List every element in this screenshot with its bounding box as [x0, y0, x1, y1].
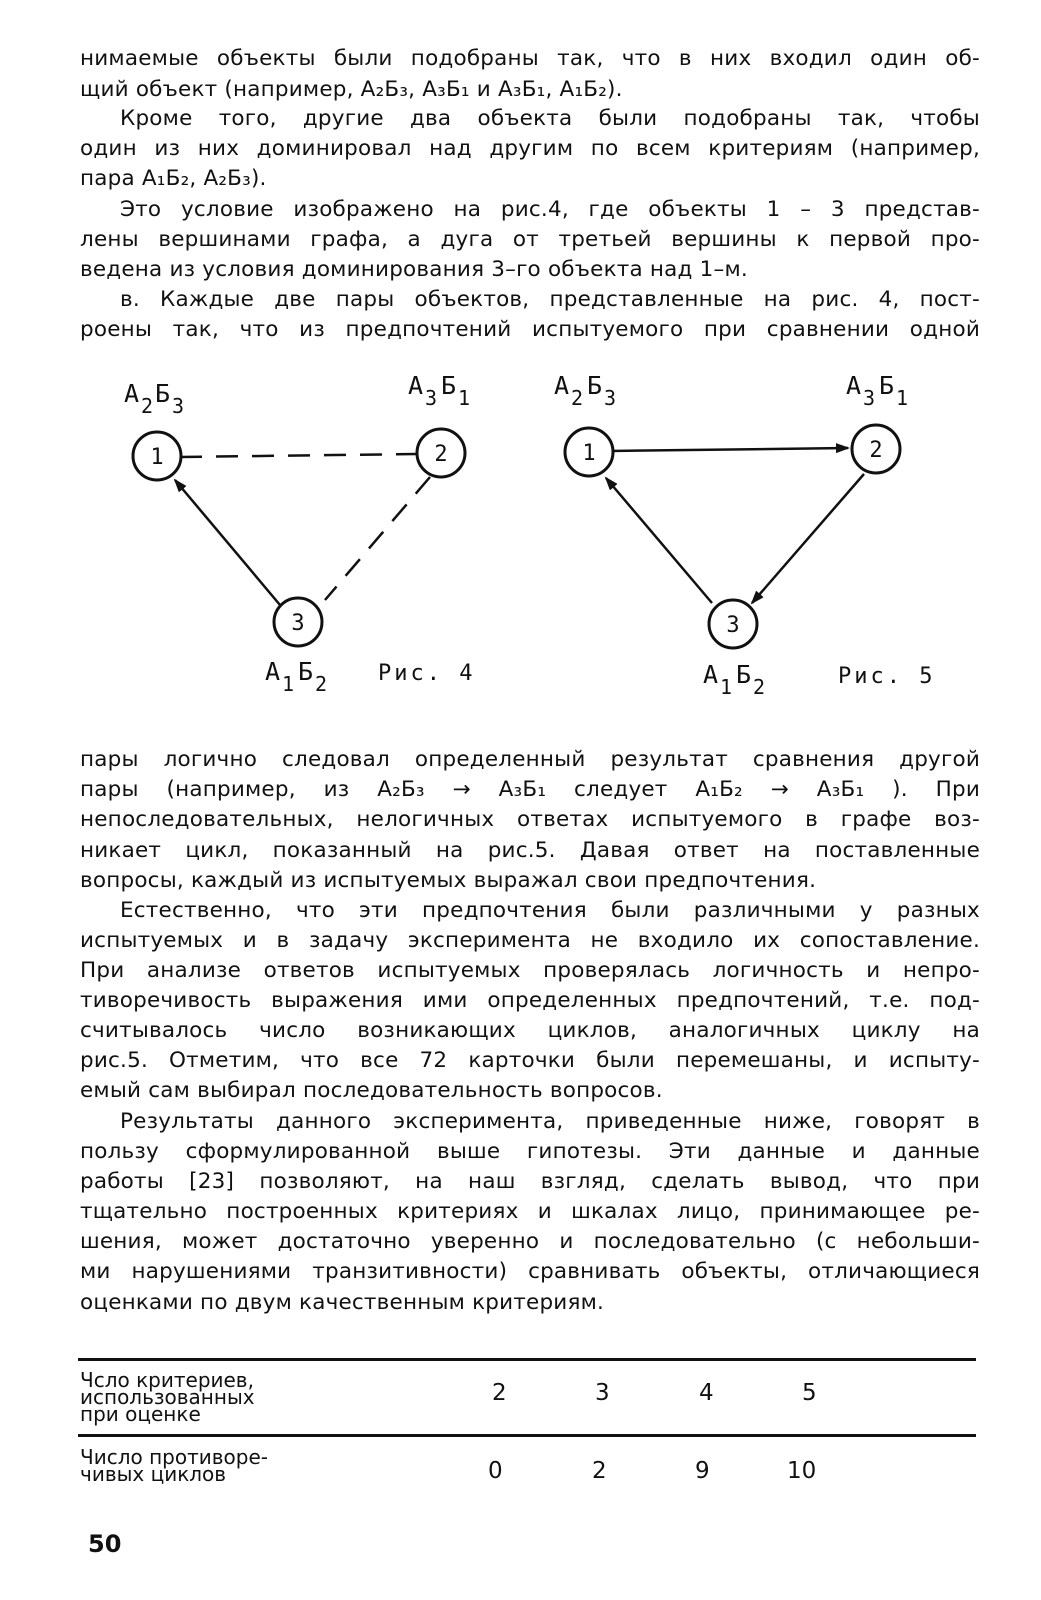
text-line: работы [23] позволяют, на наш взгляд, сделать вывод, что при	[80, 1169, 980, 1194]
text-line: Это условие изображено на рис.4, где объекты 1 – 3 представ-	[120, 197, 980, 222]
svg-text:2: 2	[571, 386, 584, 410]
node-number: 1	[150, 445, 164, 470]
text-line: роены так, что из предпочтений испытуемого при сравнении одной	[80, 317, 980, 342]
figure-4	[124, 371, 475, 696]
node-label	[124, 379, 184, 418]
text-line: один из них доминировал над другим по всем критериям (например,	[80, 136, 980, 161]
text-line: Естественно, что эти предпочтения были различными у разных	[120, 898, 980, 923]
text-line: пары логично следовал определенный результат сравнения другой	[80, 747, 980, 772]
svg-text:А: А	[703, 660, 719, 689]
text-line: пара А₁Б₂, А₂Б₃).	[80, 166, 267, 191]
table-row-label: Число противоре- чивых циклов	[80, 1445, 268, 1486]
svg-text:Б: Б	[879, 371, 895, 400]
text-line: тиворечивость выражения ими определенных предпочтений, т.е. под-	[80, 988, 980, 1013]
table-cell: 3	[595, 1380, 610, 1406]
node-number: 1	[582, 441, 596, 466]
svg-text:1: 1	[458, 386, 471, 410]
table-cell: 5	[802, 1380, 817, 1406]
text-line: тщательно построенных критериях и шкалах лицо, принимающее ре-	[80, 1199, 980, 1224]
svg-text:3: 3	[172, 394, 185, 418]
text-line: лены вершинами графа, а дуга от третьей вершины к первой про-	[80, 227, 980, 252]
node-label	[846, 371, 908, 410]
svg-text:А: А	[408, 371, 424, 400]
node-number: 3	[726, 613, 740, 638]
text-line: Кроме того, другие два объекта были подобраны так, чтобы	[120, 106, 980, 131]
text-line: емый сам выбирал последовательность вопросов.	[80, 1078, 663, 1103]
text-line: рис.5. Отметим, что все 72 карточки были перемешаны, и испыту-	[80, 1048, 980, 1073]
svg-text:Б: Б	[298, 657, 314, 686]
table-cell: 0	[488, 1458, 503, 1484]
dashed-edge-1-2	[180, 454, 417, 457]
node-label	[408, 371, 470, 410]
text-line: вопросы, каждый из испытуемых выражал свои предпочтения.	[80, 868, 817, 893]
svg-text:А: А	[265, 657, 281, 686]
svg-text:Б: Б	[155, 379, 171, 408]
svg-text:1: 1	[720, 675, 733, 699]
text-line: шения, может достаточно уверенно и последовательно (с небольши-	[80, 1229, 980, 1254]
svg-text:А: А	[124, 379, 140, 408]
svg-text:1: 1	[282, 672, 295, 696]
svg-text:3: 3	[604, 386, 617, 410]
text-line: пары (например, из А₂Б₃ → А₃Б₁ следует А₁Б₂ → А₃Б₁ ). При	[80, 777, 980, 802]
svg-text:2: 2	[315, 672, 328, 696]
node-number: 2	[869, 438, 883, 463]
text-line: пользу сформулированной выше гипотезы. Эти данные и данные	[80, 1139, 980, 1164]
text-line: считывалось число возникающих циклов, аналогичных циклу на	[80, 1018, 980, 1043]
text-line: щий объект (например, А₂Б₃, А₃Б₁ и А₃Б₁, А₁Б₂).	[80, 77, 623, 102]
text-line: При анализе ответов испытуемых проверялась логичность и непро-	[80, 958, 980, 983]
table-cell: 2	[492, 1380, 507, 1406]
node-label	[265, 657, 327, 696]
table-rule-top	[78, 1358, 976, 1361]
svg-text:Б: Б	[736, 660, 752, 689]
dashed-edge-2-3	[325, 477, 430, 600]
figure-caption: Рис. 5	[838, 664, 936, 689]
arrow-edge-3-1	[175, 480, 280, 605]
text-line: непоследовательных, нелогичных ответах испытуемого в графе воз-	[80, 807, 980, 832]
svg-text:2: 2	[141, 394, 154, 418]
figures-area	[0, 365, 1041, 719]
text-line: нимаемые объекты были подобраны так, что в них входил один об-	[80, 46, 980, 71]
svg-text:А: А	[554, 371, 570, 400]
table-cell: 4	[699, 1380, 714, 1406]
node-label	[703, 660, 765, 699]
svg-text:А: А	[846, 371, 862, 400]
svg-text:Б: Б	[587, 371, 603, 400]
node-number: 3	[291, 611, 305, 636]
node-number: 2	[434, 442, 448, 467]
figure-5	[554, 371, 935, 699]
table-cell: 2	[592, 1458, 607, 1484]
svg-text:2: 2	[753, 675, 766, 699]
arrow-edge-1-2	[610, 448, 848, 451]
page-number: 50	[88, 1530, 122, 1558]
svg-text:3: 3	[425, 386, 438, 410]
table-cell: 10	[787, 1458, 817, 1484]
table-row-label: Чсло критериев, использованных при оценке	[80, 1368, 255, 1426]
table-rule-middle	[78, 1434, 976, 1437]
svg-text:1: 1	[896, 386, 909, 410]
text-line: ведена из условия доминирования 3–го объекта над 1–м.	[80, 257, 748, 282]
text-line: оценками по двум качественным критериям.	[80, 1290, 605, 1315]
figure-caption: Рис. 4	[378, 661, 476, 686]
node-label	[554, 371, 616, 410]
table-cell: 9	[695, 1458, 710, 1484]
svg-text:Б: Б	[441, 371, 457, 400]
text-line: никает цикл, показанный на рис.5. Давая ответ на поставленные	[80, 838, 980, 863]
svg-text:3: 3	[863, 386, 876, 410]
text-line: в. Каждые две пары объектов, представленные на рис. 4, пост-	[120, 287, 980, 312]
text-line: испытуемых и в задачу эксперимента не входило их сопоставление.	[80, 928, 980, 953]
text-line: Результаты данного эксперимента, приведенные ниже, говорят в	[120, 1109, 980, 1134]
arrow-edge-2-3	[752, 474, 864, 603]
arrow-edge-3-1	[606, 478, 712, 603]
text-line: ми нарушениями транзитивности) сравнивать объекты, отличающиеся	[80, 1259, 980, 1284]
